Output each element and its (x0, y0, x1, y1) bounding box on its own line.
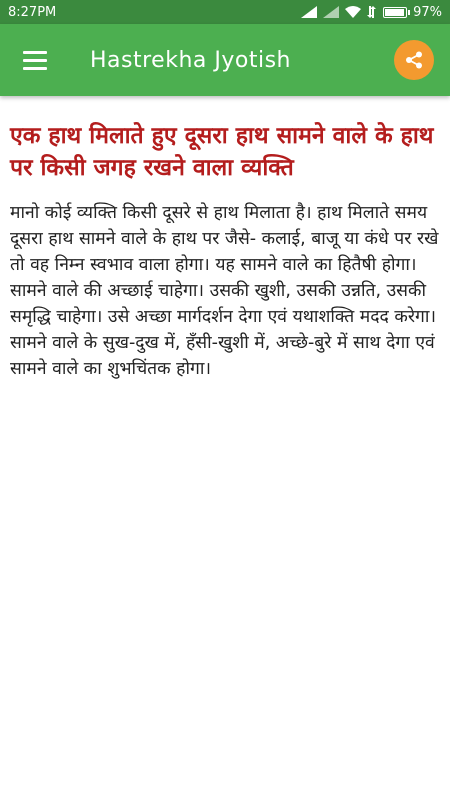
article-heading: एक हाथ मिलाते हुए दूसरा हाथ सामने वाले के हाथ पर किसी जगह रखने वाला व्यक्ति (10, 123, 434, 181)
menu-icon-line (23, 51, 47, 54)
status-bar (0, 0, 450, 24)
app-title: Hastrekha Jyotish (90, 47, 291, 73)
status-icons (301, 5, 442, 20)
article-body: मानो कोई व्यक्ति किसी दूसरे से हाथ मिलाता है। हाथ मिलाते समय दूसरा हाथ सामने वाले के हाथ पर जैसे- कलाई, बाजू या कंधे पर रखे तो वह निम्न स्वभाव वाला होगा। यह सामने वाले का हितैषी होगा। सामने वाले की अच्छाई चाहेगा। उसकी खुशी, उसकी उन्नति, उसकी समृद्धि चाहेगा। उसे अच्छा मार्गदर्शन देगा एवं यथाशक्ति मदद करेगा। सामने वाले के सुख-दुख में, हँसी-खुशी में, अच्छे-बुरे में साथ देगा एवं सामने वाले का शुभचिंतक होगा। (10, 203, 439, 379)
share-button[interactable] (394, 40, 434, 80)
battery-percent: 97% (413, 4, 442, 20)
menu-icon-line (23, 59, 47, 62)
data-transfer-icon (367, 6, 377, 18)
signal-icon (301, 6, 317, 18)
article-content (0, 96, 450, 382)
menu-button[interactable] (0, 24, 70, 96)
status-time: 8:27PM (8, 4, 57, 20)
signal-icon-2 (323, 6, 339, 18)
menu-icon-line (23, 67, 47, 70)
battery-icon (383, 7, 407, 18)
wifi-icon (345, 6, 361, 18)
app-bar (0, 24, 450, 96)
share-icon (405, 51, 423, 69)
battery-fill (385, 9, 404, 16)
